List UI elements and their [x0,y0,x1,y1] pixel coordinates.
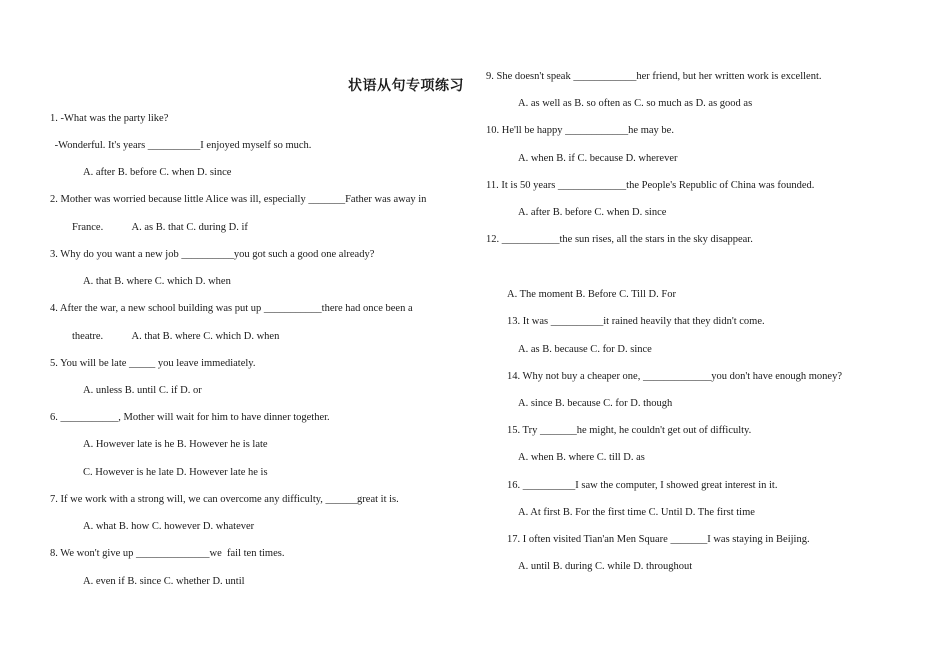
question-7-options: A. what B. how C. however D. whatever [83,521,255,532]
question-9: 9. She doesn't speak ____________her friend, but her written work is excellent. [486,71,822,82]
question-6: 6. ___________, Mother will wait for him to have dinner together. [50,412,330,423]
question-10: 10. He'll be happy ____________he may be. [486,125,674,136]
question-2-continued: France. A. as B. that C. during D. if [72,222,248,233]
question-13: 13. It was __________it rained heavily that they didn't come. [507,316,765,327]
question-17: 17. I often visited Tian'an Men Square _______I was staying in Beijing. [507,534,810,545]
question-17-options: A. until B. during C. while D. throughout [518,561,693,572]
question-16-options: A. At first B. For the first time C. Until D. The first time [518,507,755,518]
question-11: 11. It is 50 years _____________the People's Republic of China was founded. [486,180,815,191]
question-1-response: -Wonderful. It's years __________I enjoyed myself so much. [52,140,312,151]
question-15: 15. Try _______he might, he couldn't get out of difficulty. [507,425,752,436]
question-14: 14. Why not buy a cheaper one, _____________you don't have enough money? [507,371,843,382]
question-3: 3. Why do you want a new job __________you got such a good one already? [50,249,375,260]
question-6-options-ab: A. However late is he B. However he is late [83,439,268,450]
question-5-options: A. unless B. until C. if D. or [83,385,202,396]
question-8: 8. We won't give up ______________we fail ten times. [50,548,285,559]
question-7: 7. If we work with a strong will, we can overcome any difficulty, ______great it is. [50,494,399,505]
question-12-options: A. The moment B. Before C. Till D. For [507,289,676,300]
question-1-options: A. after B. before C. when D. since [83,167,232,178]
question-16: 16. __________I saw the computer, I showed great interest in it. [507,480,778,491]
question-10-options: A. when B. if C. because D. wherever [518,153,678,164]
page-title: 状语从句专项练习 [348,78,464,94]
question-9-options: A. as well as B. so often as C. so much as D. as good as [518,98,753,109]
question-4-continued: theatre. A. that B. where C. which D. when [72,331,280,342]
question-6-options-cd: C. However is he late D. However late he is [83,467,268,478]
question-11-options: A. after B. before C. when D. since [518,207,667,218]
question-5: 5. You will be late _____ you leave immediately. [50,358,256,369]
question-8-options: A. even if B. since C. whether D. until [83,576,245,587]
question-12: 12. ___________the sun rises, all the stars in the sky disappear. [486,234,753,245]
question-4: 4. After the war, a new school building was put up ___________there had once been a [50,303,413,314]
question-15-options: A. when B. where C. till D. as [518,452,645,463]
question-2: 2. Mother was worried because little Alice was ill, especially _______Father was away in [50,194,427,205]
question-1: 1. -What was the party like? [50,113,169,124]
question-3-options: A. that B. where C. which D. when [83,276,231,287]
question-13-options: A. as B. because C. for D. since [518,344,652,355]
question-14-options: A. since B. because C. for D. though [518,398,673,409]
